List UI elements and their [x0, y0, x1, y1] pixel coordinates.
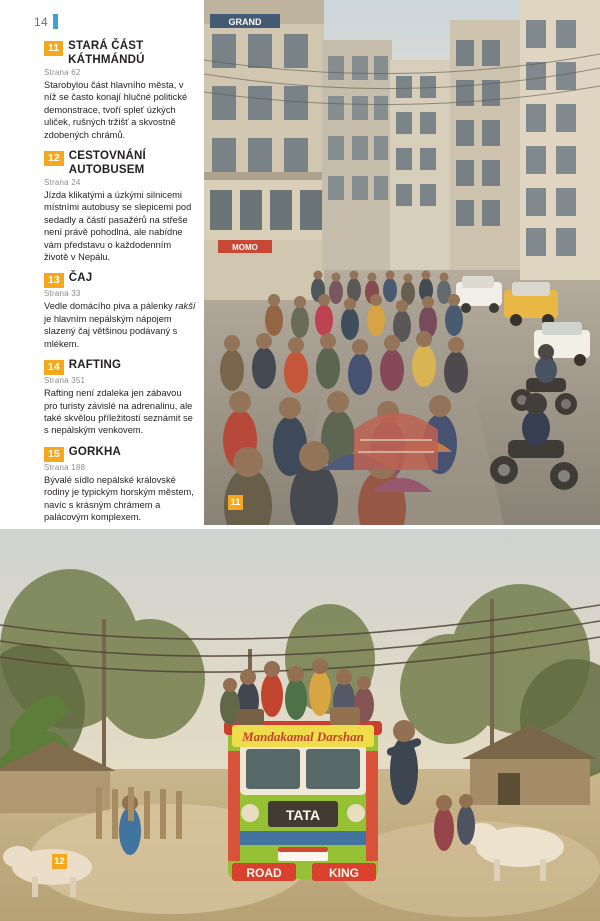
photo-kathmandu-street-graphic	[204, 0, 600, 525]
entry-title: RAFTING	[68, 359, 122, 372]
entry-number-badge: 12	[44, 151, 64, 166]
entry-header	[44, 40, 196, 67]
entry-body: Rafting není zdaleka jen zábavou pro turisty závislé na adrenalinu, ale také skvělou příležitostí seznámit se s nepálským venkovem.	[44, 388, 193, 436]
entry-body-italic: rakší	[175, 301, 196, 312]
svg-text:KING: KING	[329, 866, 359, 880]
entry-number-badge: 15	[44, 447, 64, 462]
entry-number-badge: 14	[44, 360, 64, 375]
entry-header	[44, 150, 196, 177]
highlights-list	[44, 40, 196, 532]
entry-header	[44, 359, 196, 375]
entry-title: CESTOVNÁNÍ AUTOBUSEM	[68, 150, 146, 176]
entry-number-badge: 11	[44, 41, 63, 56]
entry-body: Jízda klikatými a úzkými silnicemi místními autobusy se slepicemi pod sedadly a částí pasažérů na střeše není právě pohodlná, ale nabídne vám představu o každodenním životě v Nepálu.	[44, 190, 192, 263]
photo-kathmandu-street	[204, 0, 600, 525]
photo-overloaded-bus	[0, 529, 600, 921]
list-item	[44, 40, 196, 141]
page-number-bar	[53, 14, 58, 29]
svg-text:ROAD: ROAD	[246, 866, 282, 880]
entry-body-pre: Vedle domácího piva a pálenky	[44, 301, 176, 312]
list-item	[44, 446, 196, 524]
entry-header	[44, 446, 196, 462]
page-number-group	[34, 14, 58, 29]
photo-overloaded-bus-graphic	[0, 529, 600, 921]
list-item	[44, 272, 196, 350]
entry-number-badge: 13	[44, 273, 64, 288]
svg-text:MOMO: MOMO	[232, 243, 258, 252]
list-item	[44, 150, 196, 263]
entry-title: ČAJ	[68, 272, 93, 285]
entry-body: Starobylou část hlavního města, v níž se často konají hlučné politické demonstrace, tvoří spleť úzkých uliček, rušných tržišť a skvostně zdobených chrámů.	[44, 80, 188, 140]
entry-header	[44, 272, 196, 288]
entry-body	[44, 300, 196, 350]
entry-page-reference: Strana 24	[44, 178, 81, 188]
entry-title: GORKHA	[68, 445, 121, 458]
entry-page-reference: Strana 188	[44, 462, 86, 472]
svg-text:Mandakamal Darshan: Mandakamal Darshan	[242, 729, 364, 744]
entry-body-post: je hlavním nepálským nápojem slazený čaj většinou podávaný s mlékem.	[44, 313, 178, 349]
entry-title: STARÁ ČÁST KÁTHMÁNDÚ	[68, 40, 145, 66]
photo-number-badge-11: 11	[228, 495, 243, 510]
svg-text:TATA: TATA	[285, 807, 321, 823]
entry-body: Bývalé sídlo nepálské královské rodiny je typickým horským městem, navíc s krásným chrámem a palácovým komplexem.	[44, 474, 194, 522]
entry-page-reference: Strana 33	[44, 289, 81, 299]
photo-number-badge-12: 12	[52, 854, 67, 869]
svg-text:GRAND: GRAND	[228, 17, 262, 27]
entry-page-reference: Strana 62	[44, 68, 81, 77]
entry-page-reference: Strana 351	[44, 376, 86, 386]
page-number: 14	[34, 14, 48, 29]
list-item	[44, 359, 196, 437]
